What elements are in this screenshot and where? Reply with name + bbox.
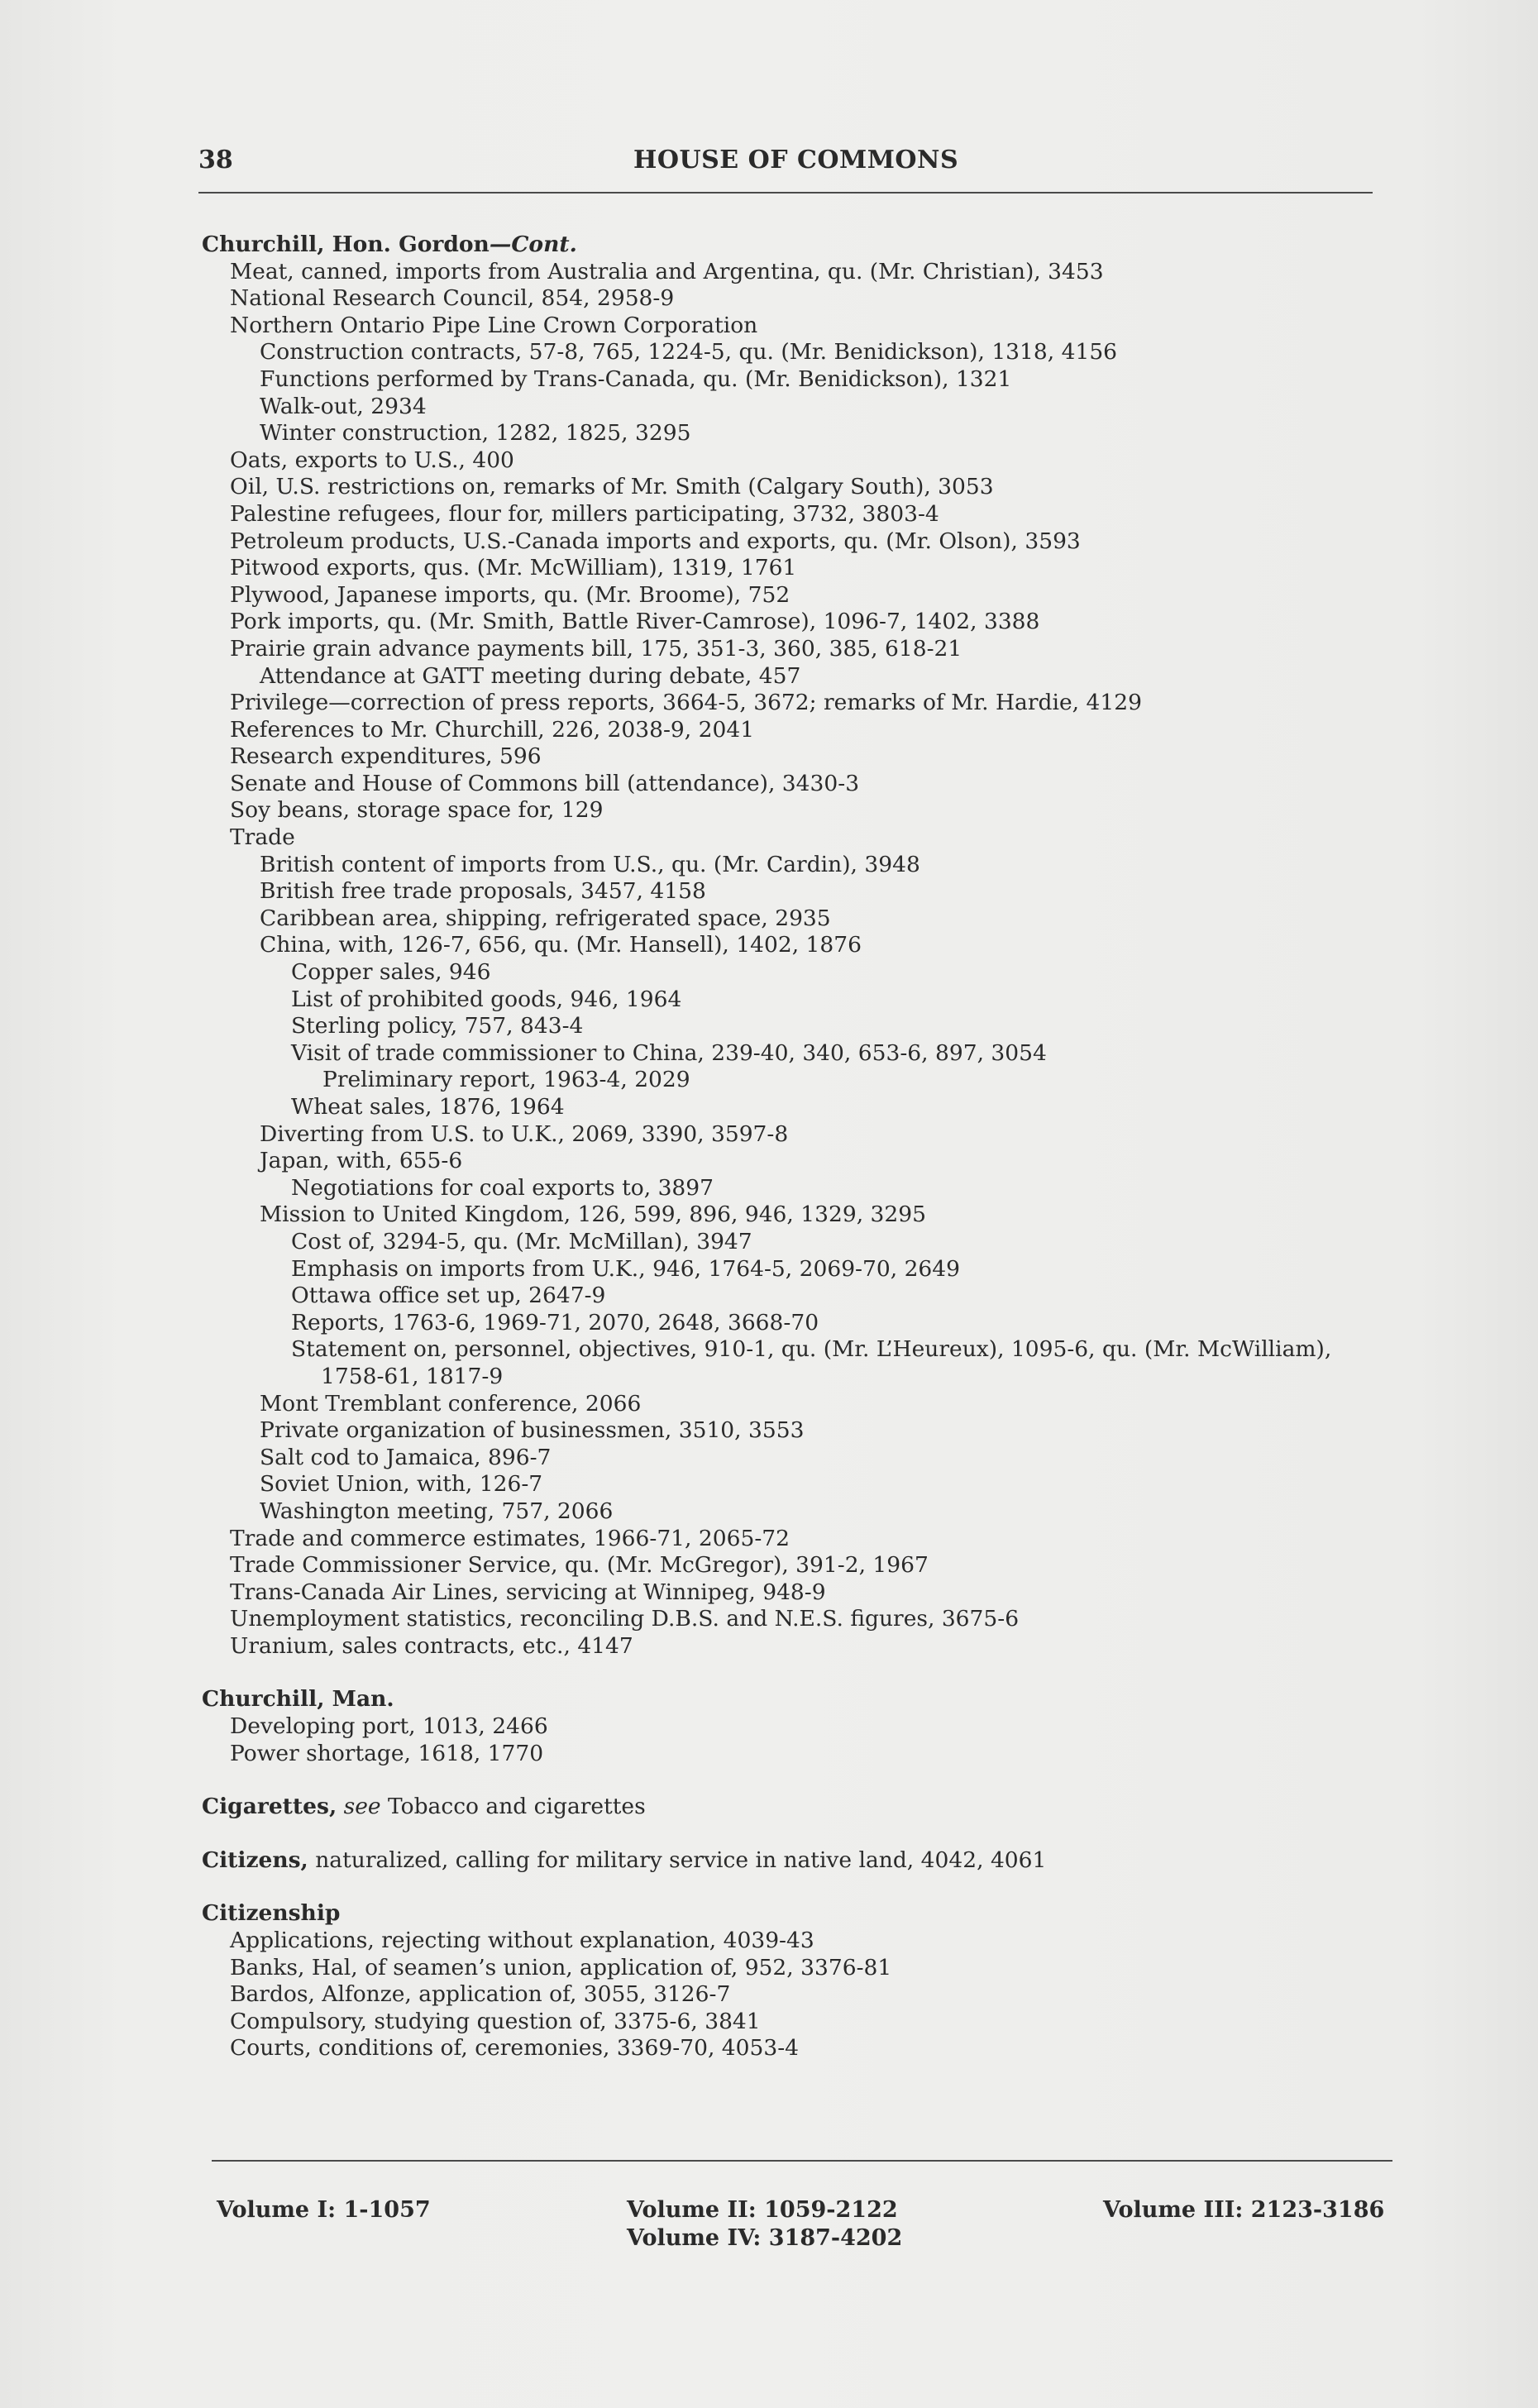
index-subentry: Trade [230, 824, 295, 851]
volume-4-range: Volume IV: 3187-4202 [627, 2225, 903, 2251]
index-subentry: Uranium, sales contracts, etc., 4147 [230, 1632, 633, 1659]
index-subentry: Walk-out, 2934 [260, 393, 427, 419]
index-subentry: Compulsory, studying question of, 3375-6, 3841 [230, 2008, 761, 2034]
index-subentry: Pork imports, qu. (Mr. Smith, Battle River-Camrose), 1096-7, 1402, 3388 [230, 609, 1040, 635]
index-subentry: Meat, canned, imports from Australia and Argentina, qu. (Mr. Christian), 3453 [230, 258, 1104, 284]
footer-rule [212, 2160, 1392, 2162]
index-heading: Churchill, Man. [202, 1686, 394, 1713]
volume-2-4-ranges [627, 2196, 902, 2253]
index-subentry: Construction contracts, 57-8, 765, 1224-5, qu. (Mr. Benidickson), 1318, 4156 [260, 339, 1118, 366]
index-subentry: Attendance at GATT meeting during debate, 457 [260, 662, 801, 689]
index-subentry: Soy beans, storage space for, 129 [230, 797, 604, 824]
index-heading: Churchill, Hon. Gordon—Cont. [202, 232, 577, 257]
index-subentry: Palestine refugees, flour for, millers participating, 3732, 3803-4 [230, 500, 939, 527]
index-subentry: China, with, 126-7, 656, qu. (Mr. Hansell), 1402, 1876 [260, 932, 862, 958]
volume-1-range: Volume I: 1-1057 [217, 2197, 431, 2223]
index-subentry: Washington meeting, 757, 2066 [260, 1498, 614, 1524]
index-subentry: Negotiations for coal exports to, 3897 [291, 1174, 714, 1201]
index-subentry: British free trade proposals, 3457, 4158 [260, 878, 706, 905]
index-subentry: Developing port, 1013, 2466 [230, 1713, 548, 1740]
index-subentry: Research expenditures, 596 [230, 743, 542, 770]
index-subentry: Courts, conditions of, ceremonies, 3369-70, 4053-4 [230, 2035, 800, 2062]
header-rule [198, 192, 1373, 194]
index-subentry: Banks, Hal, of seamen’s union, application of, 952, 3376-81 [230, 1954, 892, 1980]
index-subentry: Northern Ontario Pipe Line Crown Corporation [230, 312, 758, 338]
index-subentry: Statement on, personnel, objectives, 910-1, qu. (Mr. L’Heureux), 1095-6, qu. (Mr. McWilliam), 1758-61, 1817-9 [291, 1336, 1332, 1389]
index-subentry: Caribbean area, shipping, refrigerated space, 2935 [260, 905, 831, 931]
index-subentry: Mont Tremblant conference, 2066 [260, 1390, 642, 1417]
index-subentry: Ottawa office set up, 2647-9 [291, 1283, 606, 1309]
index-subentry: Senate and House of Commons bill (attendance), 3430-3 [230, 770, 860, 796]
index-subentry: National Research Council, 854, 2958-9 [230, 285, 675, 312]
index-entry: Citizens, naturalized, calling for military service in native land, 4042, 4061 [202, 1847, 1047, 1873]
index-subentry: Power shortage, 1618, 1770 [230, 1740, 544, 1766]
index-subentry: Private organization of businessmen, 3510, 3553 [260, 1417, 805, 1444]
index-subentry: Sterling policy, 757, 843-4 [291, 1013, 584, 1039]
index-subentry: Plywood, Japanese imports, qu. (Mr. Broome), 752 [230, 581, 790, 608]
index-subentry: Copper sales, 946 [291, 959, 491, 986]
index-subentry: Cost of, 3294-5, qu. (Mr. McMillan), 3947 [291, 1228, 752, 1254]
index-subentry: Reports, 1763-6, 1969-71, 2070, 2648, 3668-70 [291, 1309, 819, 1335]
index-subentry: Unemployment statistics, reconciling D.B.S. and N.E.S. figures, 3675-6 [230, 1606, 1020, 1632]
index-subentry: Preliminary report, 1963-4, 2029 [322, 1067, 690, 1093]
index-subentry: Trade and commerce estimates, 1966-71, 2065-72 [230, 1525, 790, 1551]
index-subentry: Petroleum products, U.S.-Canada imports and exports, qu. (Mr. Olson), 3593 [230, 528, 1081, 554]
index-subentry: Prairie grain advance payments bill, 175, 351-3, 360, 385, 618-21 [230, 635, 962, 662]
index-body [202, 232, 1376, 2062]
index-subentry: Japan, with, 655-6 [260, 1148, 463, 1174]
index-subentry: Trade Commissioner Service, qu. (Mr. McGregor), 391-2, 1967 [230, 1552, 929, 1579]
index-subentry: Visit of trade commissioner to China, 239-40, 340, 653-6, 897, 3054 [291, 1039, 1047, 1066]
index-subentry: Pitwood exports, qus. (Mr. McWilliam), 1319, 1761 [230, 555, 797, 581]
index-subentry: Mission to United Kingdom, 126, 599, 896, 946, 1329, 3295 [260, 1202, 926, 1228]
index-subentry: Salt cod to Jamaica, 896-7 [260, 1444, 552, 1470]
running-title: HOUSE OF COMMONS [633, 146, 959, 174]
index-subentry: British content of imports from U.S., qu. (Mr. Cardin), 3948 [260, 851, 920, 877]
volume-2-range: Volume II: 1059-2122 [627, 2197, 898, 2223]
index-heading: Citizenship [202, 1900, 341, 1927]
index-subentry: Wheat sales, 1876, 1964 [291, 1094, 565, 1120]
volume-3-range: Volume III: 2123-3186 [1103, 2197, 1385, 2223]
index-subentry: Functions performed by Trans-Canada, qu. (Mr. Benidickson), 1321 [260, 366, 1012, 392]
index-subentry: Oil, U.S. restrictions on, remarks of Mr. Smith (Calgary South), 3053 [230, 474, 994, 500]
index-subentry: Soviet Union, with, 126-7 [260, 1471, 543, 1498]
index-subentry: Applications, rejecting without explanation, 4039-43 [230, 1928, 814, 1954]
index-subentry: Winter construction, 1282, 1825, 3295 [260, 420, 691, 447]
index-entry: Cigarettes, see Tobacco and cigarettes [202, 1794, 646, 1820]
index-subentry: Oats, exports to U.S., 400 [230, 447, 514, 473]
index-subentry: List of prohibited goods, 946, 1964 [291, 986, 682, 1012]
index-subentry: Emphasis on imports from U.K., 946, 1764-5, 2069-70, 2649 [291, 1255, 961, 1282]
index-subentry: Diverting from U.S. to U.K., 2069, 3390, 3597-8 [260, 1120, 789, 1147]
index-subentry: References to Mr. Churchill, 226, 2038-9, 2041 [230, 716, 755, 743]
page-header [198, 146, 1373, 192]
index-subentry: Trans-Canada Air Lines, servicing at Winnipeg, 948-9 [230, 1579, 826, 1605]
index-subentry: Bardos, Alfonze, application of, 3055, 3126-7 [230, 1981, 731, 2008]
page-number: 38 [198, 146, 233, 174]
index-subentry: Privilege—correction of press reports, 3664-5, 3672; remarks of Mr. Hardie, 4129 [230, 690, 1142, 716]
